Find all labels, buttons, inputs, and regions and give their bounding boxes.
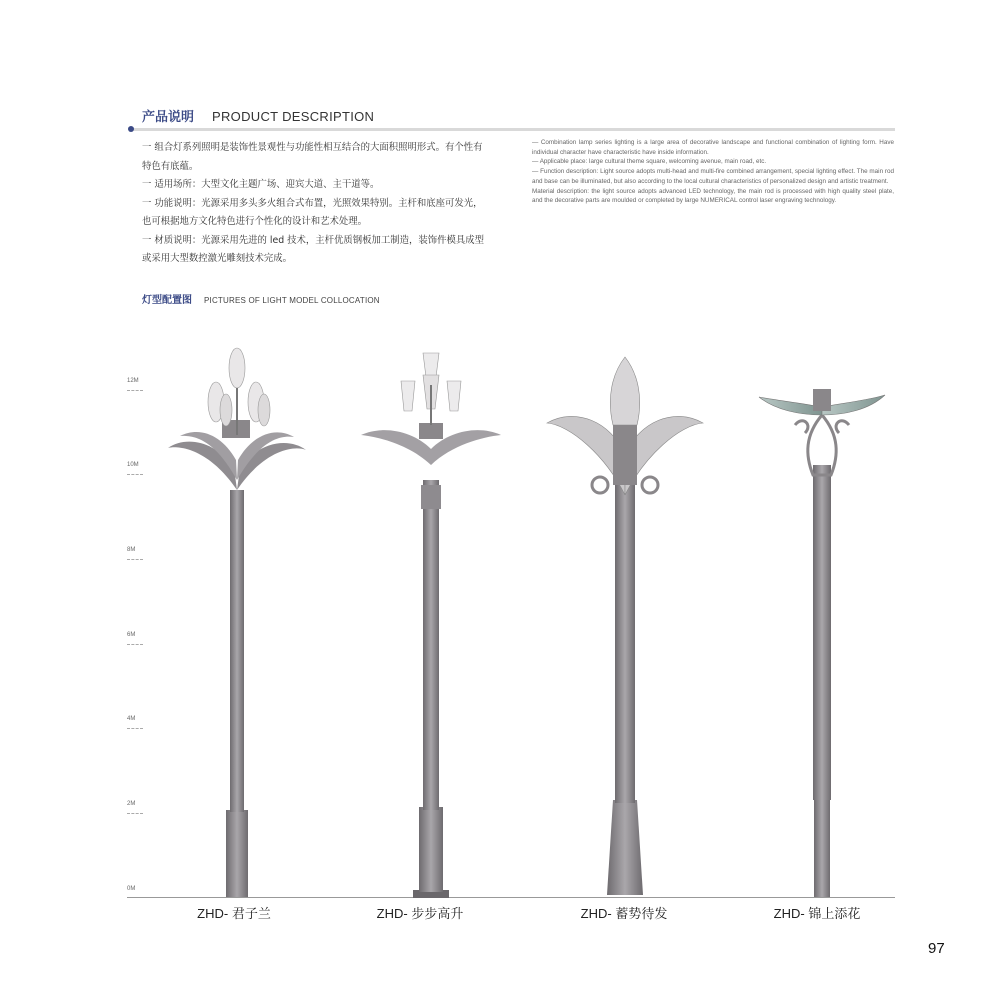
lamp-illustration-jinshangtianhua [755,385,895,900]
scale-tick [127,728,143,729]
section-header [142,106,374,125]
scale-label-4m: 4M [127,716,136,722]
scale-tick [127,390,143,391]
scale-tick [127,559,143,560]
gallery-header [142,291,380,306]
description-cn-line: 也可根据地方文化特色进行个性化的设计和艺术处理。 [142,216,368,227]
header-divider-dot [128,126,134,132]
description-en-paragraph: — Applicable place: large cultural theme square, welcoming avenue, main road, etc. [532,158,767,166]
description-cn-line: 特色有底蕴。 [142,160,199,172]
description-en-paragraph: Material description: the light source adopts advanced LED technology, the main rod is processed with high quality steel plate, and the decorative parts are moulded or completed by large NUMERICAL control laser engraving technology. [532,187,894,205]
scale-label-2m: 2M [127,801,136,807]
description-en [532,138,894,206]
description-cn [142,139,512,269]
model-label-xushidaifa: ZHD- 蓄势待发 [580,906,668,921]
section-title-cn: 产品说明 [142,110,195,125]
lamp-illustration-xushidaifa [545,355,705,900]
scale-label-12m: 12M [127,378,139,384]
scale-label-10m: 10M [127,462,139,468]
model-label-jinshangtianhua: ZHD- 锦上添花 [773,906,861,921]
description-cn-line: 一 功能说明：光源采用多头多火组合式布置，光照效果特别。主杆和底座可发光， [142,197,483,209]
section-title-en: PRODUCT DESCRIPTION [212,109,375,124]
description-en-paragraph: — Combination lamp series lighting is a large area of decorative landscape and functional combination of lighting form. Have individual character have characteristic have inside information. [532,139,894,156]
description-cn-line: 一 适用场所：大型文化主题广场、迎宾大道、主干道等。 [142,179,380,190]
gallery-title-cn: 灯型配置图 [142,295,192,306]
model-label-junzilan: ZHD- 君子兰 [197,906,271,921]
scale-tick [127,644,143,645]
description-cn-line: 一 材质说明：光源采用先进的 led 技术，主杆优质钢板加工制造，装饰件模具成型 [142,234,485,246]
scale-tick [127,813,143,814]
scale-label-6m: 6M [127,632,136,638]
scale-tick [127,474,143,475]
description-cn-line: 或采用大型数控激光雕刻技术完成。 [142,253,293,264]
description-en-paragraph: — Function description: Light source adopts multi-head and multi-fire combined arrangement, special lighting effect. The main rod and base can be illuminated, but also according to the local cultural characteristics of personalized design and artistic treatment. [532,168,894,185]
lamp-illustration-junzilan [160,340,310,900]
scale-label-8m: 8M [127,547,136,553]
scale-label-0m: 0M [127,886,136,892]
header-divider [132,128,895,131]
model-label-bubugaosheng: ZHD- 步步高升 [376,906,464,921]
description-cn-line: 一 组合灯系列照明是装饰性景观性与功能性相互结合的大面积照明形式。有个性有 [142,142,483,153]
gallery-title-en: PICTURES OF LIGHT MODEL COLLOCATION [204,296,380,305]
lamp-illustration-bubugaosheng [355,345,505,900]
page-number: 97 [928,940,945,957]
